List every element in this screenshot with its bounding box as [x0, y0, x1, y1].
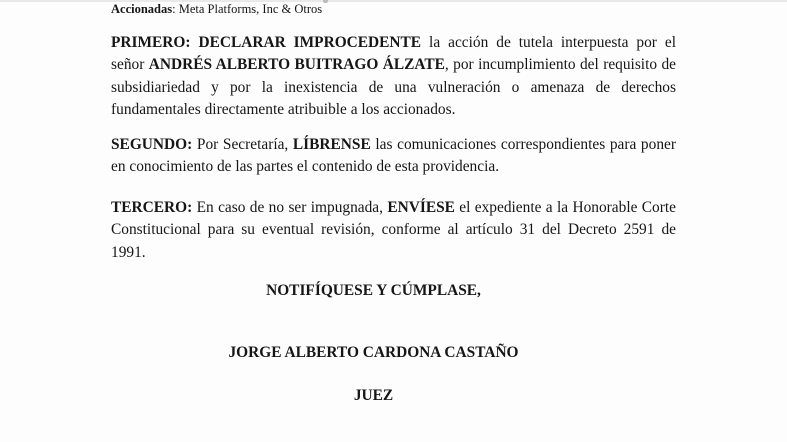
- tercero-verb: ENVÍESE: [387, 199, 455, 216]
- segundo-text-2: las comunicaciones correspondientes para poner en conocimiento de las partes el contenido de esta providencia.: [111, 136, 676, 176]
- accionadas-separator: :: [172, 2, 176, 16]
- cropped-glyph-mark: [323, 0, 328, 3]
- accionadas-line: [111, 1, 322, 17]
- resolution-primero: [111, 32, 676, 122]
- accionadas-value: Meta Platforms, Inc & Otros: [175, 2, 323, 16]
- judge-name: JORGE ALBERTO CARDONA CASTAÑO: [228, 344, 519, 361]
- segundo-verb: LÍBRENSE: [292, 136, 371, 153]
- primero-text-2: , por incumplimiento del requisito de subsidiariedad y por la inexistencia de una vulneración o amenaza de derechos fundamentales directamente atribuible a los accionados.: [111, 56, 677, 119]
- judge-title: JUEZ: [353, 387, 394, 404]
- resolution-tercero: [111, 197, 676, 264]
- primero-heading: PRIMERO: DECLARAR IMPROCEDENTE: [111, 34, 422, 51]
- closing-formula: NOTIFÍQUESE Y CÚMPLASE,: [266, 282, 481, 299]
- primero-plaintiff-name: ANDRÉS ALBERTO BUITRAGO ÁLZATE: [148, 56, 445, 74]
- tercero-heading: TERCERO:: [111, 199, 193, 216]
- segundo-heading: SEGUNDO:: [111, 136, 193, 153]
- primero-text-1: la acción de tutela interpuesta por el señor: [111, 34, 676, 74]
- segundo-text-1: Por Secretaría,: [192, 136, 293, 153]
- resolution-segundo: [111, 134, 676, 179]
- accionadas-label: Accionadas: [111, 2, 173, 16]
- tercero-text-1: En caso de no ser impugnada,: [192, 199, 388, 216]
- tercero-text-2: el expediente a la Honorable Corte Constitucional para su eventual revisión, conforme al artículo 31 del Decreto 2591 de 1991.: [111, 199, 676, 261]
